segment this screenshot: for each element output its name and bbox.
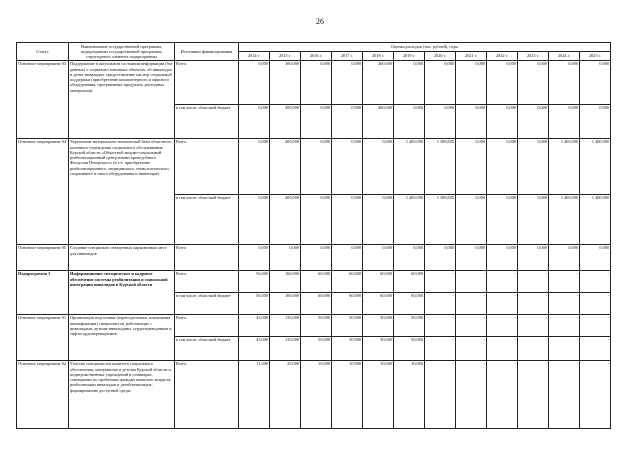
table-row	[17, 244, 611, 270]
value-cell: 0,000	[549, 244, 580, 270]
year-header: 2015 г.	[270, 51, 301, 60]
value-cell: 0,000	[518, 104, 549, 138]
year-header: 2022 г.	[487, 51, 518, 60]
value-cell: 0,000	[425, 60, 456, 104]
value-cell: 0,000	[239, 60, 270, 104]
year-header: 2021 г.	[456, 51, 487, 60]
value-cell: 1 400,000	[549, 194, 580, 244]
name-cell: Поддержание в актуальном состоянии информации (баз данных) о социально значимых объектах, об инвалидах и детях-инвалидах, предоставление им мер социальной поддержки (приобретение компьютерного и офисного оборудования, программных продуктов, расходных материалов)	[69, 60, 175, 138]
name-cell: Информационно-методическое и кадровое обеспечение системы реабилитации и социальной интеграции инвалидов в Курской области	[69, 270, 175, 314]
value-cell: 60,000	[363, 270, 394, 292]
value-cell: 0,000	[301, 194, 332, 244]
value-cell: 10,000	[301, 360, 332, 428]
status-cell: Основное мероприятие 01	[17, 314, 69, 360]
value-cell: 0,000	[456, 244, 487, 270]
value-cell: -	[456, 360, 487, 428]
value-cell: -	[549, 360, 580, 428]
name-cell: Укрепление материально-технической базы областного казенного учреждения социального обслуживания Курской области «Областной медико-социальный реабилитационный центр имени преподобного Феодосия Печерского» (в т.ч. приобретение реабилитационного, медицинского, технологического, спортивного и иного оборудования и инвентаря)	[69, 138, 175, 244]
table-row	[17, 60, 611, 104]
value-cell: 60,000	[363, 292, 394, 314]
value-cell: 0,000	[394, 60, 425, 104]
value-cell: 0,000	[487, 138, 518, 194]
value-cell: 50,000	[394, 336, 425, 360]
value-cell: -	[580, 336, 611, 360]
value-cell: 0,000	[425, 244, 456, 270]
value-cell: -	[487, 360, 518, 428]
value-cell: 0,000	[518, 60, 549, 104]
value-cell: 25,000	[270, 360, 301, 428]
value-cell: 0,000	[456, 60, 487, 104]
source-cell: в том числе: областной бюджет	[175, 336, 239, 360]
value-cell: 300,000	[270, 104, 301, 138]
value-cell: 60,000	[332, 270, 363, 292]
value-cell: 10,000	[332, 360, 363, 428]
value-cell: 0,000	[549, 60, 580, 104]
name-cell: Организация подготовки (переподготовки, повышения квалификации) специалистов, работающих с инвалидами, детьми-инвалидами, сурдопереводчиков и тифлосурдопереводчиков	[69, 314, 175, 360]
value-cell: 0,000	[549, 104, 580, 138]
value-cell: 0,000	[394, 104, 425, 138]
value-cell: 50,000	[363, 314, 394, 336]
value-cell: -	[580, 270, 611, 292]
status-cell: Основное мероприятие 04	[17, 138, 69, 244]
value-cell: 50,000	[332, 336, 363, 360]
value-cell: 0,000	[239, 194, 270, 244]
value-cell: 0,000	[363, 138, 394, 194]
value-cell: -	[580, 314, 611, 336]
value-cell: 135,000	[270, 314, 301, 336]
header-sources: Источники финансирования	[175, 43, 239, 61]
value-cell: -	[425, 270, 456, 292]
value-cell: -	[549, 270, 580, 292]
value-cell: 0,000	[487, 244, 518, 270]
value-cell: 50,000	[332, 314, 363, 336]
value-cell: 11,000	[239, 360, 270, 428]
value-cell: -	[549, 336, 580, 360]
year-header: 2023 г.	[518, 51, 549, 60]
value-cell: 60,000	[301, 292, 332, 314]
value-cell: 0,000	[487, 104, 518, 138]
value-cell: 1 400,000	[580, 138, 611, 194]
name-cell: Создание специально отведенных парковочных мест для инвалидов	[69, 244, 175, 270]
value-cell: 56,000	[239, 270, 270, 292]
value-cell: 0,000	[518, 138, 549, 194]
name-cell: Участие специалистов комитета социального обеспечения, материнства и детства Курской области и подведомственных учреждений в семинарах, совещаниях по проблемам граждан пожилого возраста, реабилитации инвалидов и детей-инвалидов, формированию доступной среды	[69, 360, 175, 428]
value-cell: -	[549, 314, 580, 336]
value-cell: -	[487, 314, 518, 336]
source-cell: в том числе: областной бюджет	[175, 194, 239, 244]
value-cell: 50,000	[363, 336, 394, 360]
value-cell: 400,000	[363, 104, 394, 138]
value-cell: 0,000	[301, 244, 332, 270]
page-number: 26	[316, 17, 324, 26]
source-cell: Всего,	[175, 138, 239, 194]
value-cell: -	[425, 336, 456, 360]
value-cell: 60,000	[301, 270, 332, 292]
table-row	[17, 270, 611, 292]
value-cell: -	[518, 314, 549, 336]
value-cell: -	[549, 292, 580, 314]
value-cell: 0,000	[580, 104, 611, 138]
header-estimate: Оценка расходов (тыс. рублей), годы	[239, 43, 611, 52]
value-cell: 0,000	[394, 244, 425, 270]
value-cell: 0,000	[301, 104, 332, 138]
value-cell: 0,000	[301, 138, 332, 194]
year-header: 2019 г.	[394, 51, 425, 60]
value-cell: 60,000	[332, 292, 363, 314]
value-cell: 160,000	[270, 292, 301, 314]
value-cell: 0,000	[332, 194, 363, 244]
year-header: 2014 г.	[239, 51, 270, 60]
value-cell: 0,000	[518, 194, 549, 244]
value-cell: 0,000	[332, 244, 363, 270]
value-cell: 0,000	[487, 194, 518, 244]
value-cell: 45,000	[239, 336, 270, 360]
value-cell: 0,000	[580, 244, 611, 270]
value-cell: 0,000	[487, 60, 518, 104]
value-cell: 1 398,695	[425, 194, 456, 244]
value-cell: 0,000	[425, 104, 456, 138]
value-cell: -	[518, 360, 549, 428]
value-cell: -	[487, 292, 518, 314]
value-cell: -	[580, 360, 611, 428]
status-cell: Основное мероприятие 03	[17, 60, 69, 138]
status-cell: Подпрограмма 3	[17, 270, 69, 314]
value-cell: -	[580, 292, 611, 314]
value-cell: 0,000	[580, 60, 611, 104]
value-cell: 0,000	[332, 104, 363, 138]
table-row	[17, 138, 611, 194]
value-cell: 45,000	[239, 314, 270, 336]
header-name: Наименование государственной программы, подпрограммы государственной программы, структурного элемента подпрограммы	[69, 43, 175, 61]
value-cell: 1 400,000	[394, 194, 425, 244]
source-cell: Всего	[175, 244, 239, 270]
value-cell: -	[425, 292, 456, 314]
value-cell: 0,000	[301, 60, 332, 104]
value-cell: 1 400,000	[580, 194, 611, 244]
value-cell: 135,000	[270, 336, 301, 360]
value-cell: 1 398,695	[425, 138, 456, 194]
value-cell: 300,000	[270, 60, 301, 104]
value-cell: -	[518, 292, 549, 314]
status-cell: Основное мероприятие 05	[17, 244, 69, 270]
value-cell: -	[456, 314, 487, 336]
value-cell: 0,000	[332, 60, 363, 104]
value-cell: 0,000	[456, 194, 487, 244]
value-cell: 400,000	[270, 194, 301, 244]
value-cell: 50,000	[301, 336, 332, 360]
source-cell: Всего,	[175, 314, 239, 336]
value-cell: 50,000	[394, 314, 425, 336]
value-cell: 0,000	[518, 244, 549, 270]
value-cell: 0,000	[363, 194, 394, 244]
value-cell: 0,000	[239, 104, 270, 138]
value-cell: 50,000	[301, 314, 332, 336]
value-cell: 0,000	[239, 244, 270, 270]
value-cell: -	[518, 336, 549, 360]
value-cell: 0,000	[332, 138, 363, 194]
value-cell: -	[425, 314, 456, 336]
value-cell: 1 400,000	[549, 138, 580, 194]
source-cell: в том числе: областной бюджет	[175, 104, 239, 138]
value-cell: 400,000	[270, 138, 301, 194]
value-cell: -	[456, 292, 487, 314]
value-cell: -	[487, 336, 518, 360]
table-row	[17, 314, 611, 336]
year-header: 2020 г.	[425, 51, 456, 60]
value-cell: 160,000	[270, 270, 301, 292]
value-cell: 0,000	[363, 244, 394, 270]
value-cell: -	[456, 336, 487, 360]
value-cell: -	[456, 270, 487, 292]
value-cell: -	[487, 270, 518, 292]
source-cell: в том числе: областной бюджет	[175, 292, 239, 314]
source-cell: Всего,	[175, 360, 239, 428]
value-cell: 0,000	[456, 138, 487, 194]
value-cell: 60,000	[394, 270, 425, 292]
value-cell: -	[425, 360, 456, 428]
expenditure-table	[16, 42, 611, 429]
value-cell: 0,000	[239, 138, 270, 194]
value-cell: -	[518, 270, 549, 292]
year-header: 2025 г.	[580, 51, 611, 60]
value-cell: 0,000	[270, 244, 301, 270]
year-header: 2016 г.	[301, 51, 332, 60]
value-cell: 10,000	[363, 360, 394, 428]
year-header: 2024 г.	[549, 51, 580, 60]
value-cell: 56,000	[239, 292, 270, 314]
value-cell: 10,000	[394, 360, 425, 428]
year-header: 2018 г.	[363, 51, 394, 60]
value-cell: 0,000	[456, 104, 487, 138]
value-cell: 400,000	[363, 60, 394, 104]
value-cell: 1 400,000	[394, 138, 425, 194]
source-cell: Всего,	[175, 270, 239, 292]
status-cell: Основное мероприятие 02	[17, 360, 69, 428]
table-row	[17, 360, 611, 428]
header-row	[17, 43, 611, 52]
value-cell: 60,000	[394, 292, 425, 314]
header-status: Статус	[17, 43, 69, 61]
year-header: 2017 г.	[332, 51, 363, 60]
source-cell: Всего,	[175, 60, 239, 104]
table-body	[17, 60, 611, 428]
